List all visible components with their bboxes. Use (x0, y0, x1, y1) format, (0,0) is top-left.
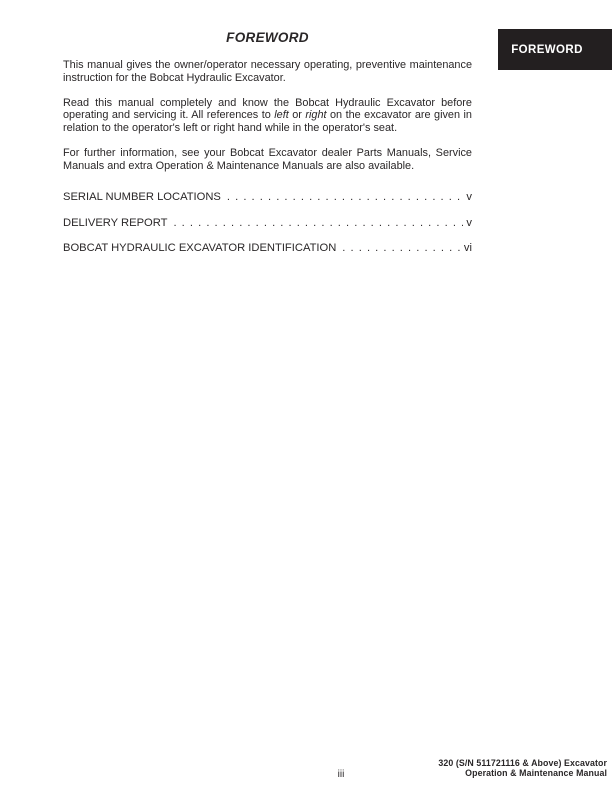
section-tab (498, 29, 612, 70)
table-of-contents (63, 191, 472, 255)
toc-entry-label: BOBCAT HYDRAULIC EXCAVATOR IDENTIFICATION (63, 241, 337, 254)
footer-line-1: 320 (S/N 511721116 & Above) Excavator (438, 758, 607, 768)
paragraph-2-text-b: or (288, 109, 306, 122)
dot-leader (227, 191, 464, 204)
page-content (63, 30, 472, 267)
toc-entry-page: v (466, 191, 472, 204)
paragraph-3: For further information, see your Bobcat Excavator dealer Parts Manuals, Service Manuals and extra Operation & Maintenance Manuals are also available. (63, 146, 472, 172)
paragraph-2-text-c: on the excavator are given in relation to the operator's left or right hand while in the operator's seat. (63, 109, 472, 134)
toc-entry-serial-number-locations (63, 191, 472, 204)
paragraph-2 (63, 97, 472, 135)
toc-entry-label: SERIAL NUMBER LOCATIONS (63, 191, 221, 204)
dot-leader (342, 242, 461, 255)
footer-line-2: Operation & Maintenance Manual (465, 768, 607, 779)
toc-entry-excavator-identification (63, 242, 472, 255)
italic-word-left: left (274, 109, 289, 122)
section-tab-label: FOREWORD (511, 43, 583, 56)
toc-entry-label: DELIVERY REPORT (63, 216, 168, 229)
page-title: FOREWORD (226, 30, 309, 45)
toc-entry-page: v (466, 216, 472, 229)
italic-word-right: right (305, 109, 327, 122)
footer-model-info (438, 758, 607, 778)
page-number: iii (337, 769, 345, 780)
toc-entry-delivery-report (63, 217, 472, 230)
toc-entry-page: vi (463, 241, 472, 254)
paragraph-2-text-a: Read this manual completely and know the Bobcat Hydraulic Excavator before operating and servicing it. All references to (63, 96, 472, 122)
dot-leader (173, 217, 463, 230)
paragraph-1: This manual gives the owner/operator necessary operating, preventive maintenance instruction for the Bobcat Hydraulic Excavator. (63, 59, 472, 84)
